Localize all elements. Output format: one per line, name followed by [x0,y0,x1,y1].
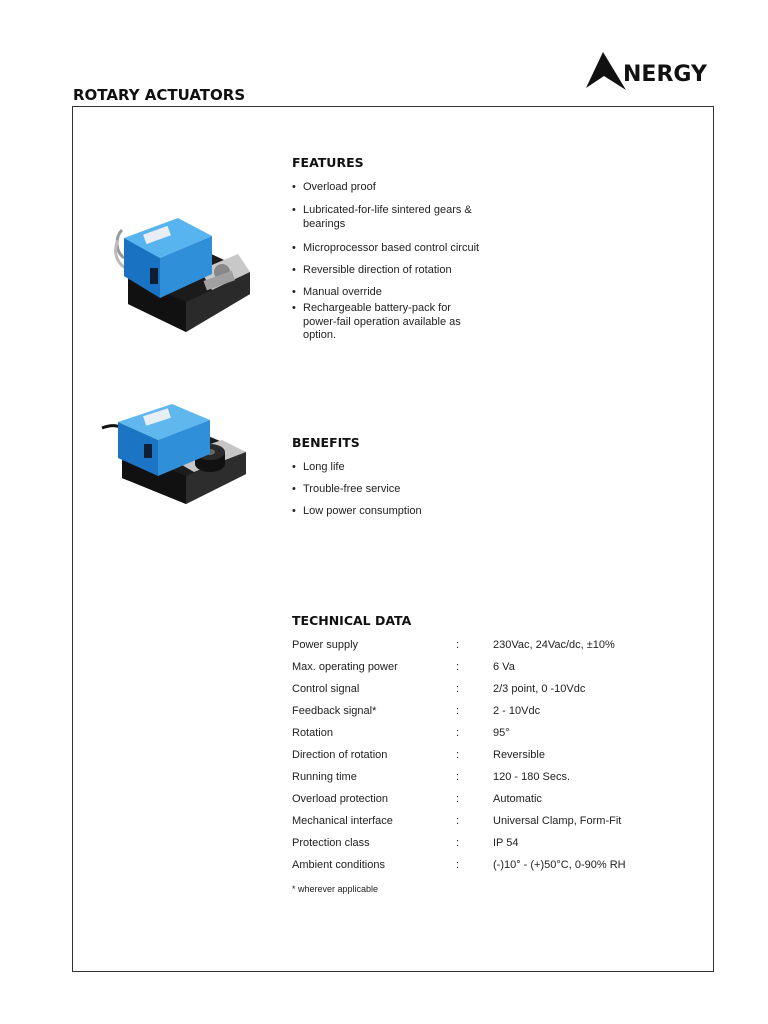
tech-label: Rotation [292,727,333,739]
tech-label: Running time [292,771,357,783]
tech-value: 6 Va [493,661,515,673]
tech-row-power-supply [292,639,672,655]
benefit-item: • Long life [292,461,345,473]
tech-value: 2 - 10Vdc [493,705,541,717]
tech-value: 2/3 point, 0 -10Vdc [493,683,586,695]
bullet-icon: • [292,264,296,276]
bullet-icon: • [292,242,296,254]
tech-row-running-time [292,771,672,787]
bullet-icon: • [292,302,296,314]
tech-row-feedback-signal [292,705,672,721]
benefits-title: BENEFITS [292,435,360,450]
footnote: * wherever applicable [292,884,379,894]
tech-row-direction [292,749,672,765]
tech-row-ambient-conditions [292,859,672,875]
feature-item: • Overload proof [292,181,376,193]
tech-row-overload-protection [292,793,672,809]
tech-separator: : [456,661,460,673]
feature-item: • Lubricated-for-life sintered gears & bearings [292,204,472,230]
tech-separator: : [456,837,460,849]
tech-separator: : [456,683,460,695]
tech-label: Overload protection [292,793,388,805]
bullet-icon: • [292,505,296,517]
logo-triangle-icon [584,50,628,92]
benefit-item: • Low power consumption [292,505,422,517]
tech-label: Feedback signal* [292,705,377,717]
tech-row-protection-class [292,837,672,853]
tech-separator: : [456,771,460,783]
feature-item: • Reversible direction of rotation [292,264,452,276]
tech-label: Max. operating power [292,661,398,673]
tech-value: Automatic [493,793,542,805]
tech-label: Direction of rotation [292,749,388,761]
features-title: FEATURES [292,155,364,170]
tech-separator: : [456,639,460,651]
tech-row-control-signal [292,683,672,699]
bullet-icon: • [292,204,296,216]
tech-row-operating-power [292,661,672,677]
tech-label: Control signal [292,683,360,695]
tech-separator: : [456,859,460,871]
tech-label: Mechanical interface [292,815,393,827]
tech-value: 120 - 180 Secs. [493,771,571,783]
tech-separator: : [456,815,460,827]
feature-item: • Manual override [292,286,382,298]
tech-label: Protection class [292,837,370,849]
tech-separator: : [456,727,460,739]
bullet-icon: • [292,286,296,298]
page-title: ROTARY ACTUATORS [73,86,246,104]
actuator-image-2 [100,400,255,510]
feature-item: • Microprocessor based control circuit [292,242,480,254]
feature-item: • Rechargeable battery-pack for power-fail operation available as option. [292,302,461,341]
tech-separator: : [456,793,460,805]
tech-value: IP 54 [493,837,519,849]
tech-separator: : [456,705,460,717]
bullet-icon: • [292,483,296,495]
tech-separator: : [456,749,460,761]
tech-row-rotation [292,727,672,743]
tech-value: 95° [493,727,510,739]
tech-row-mechanical-interface [292,815,672,831]
bullet-icon: • [292,181,296,193]
brand-name: NERGY [623,62,707,87]
bullet-icon: • [292,461,296,473]
actuator-image-1 [108,210,258,340]
tech-value: Reversible [493,749,545,761]
benefit-item: • Trouble-free service [292,483,401,495]
brand-logo [584,50,716,92]
tech-value: 230Vac, 24Vac/dc, ±10% [493,639,615,651]
tech-value: Universal Clamp, Form-Fit [493,815,622,827]
tech-label: Ambient conditions [292,859,385,871]
technical-data-title: TECHNICAL DATA [292,613,412,628]
tech-label: Power supply [292,639,359,651]
tech-value: (-)10° - (+)50°C, 0-90% RH [493,859,626,871]
